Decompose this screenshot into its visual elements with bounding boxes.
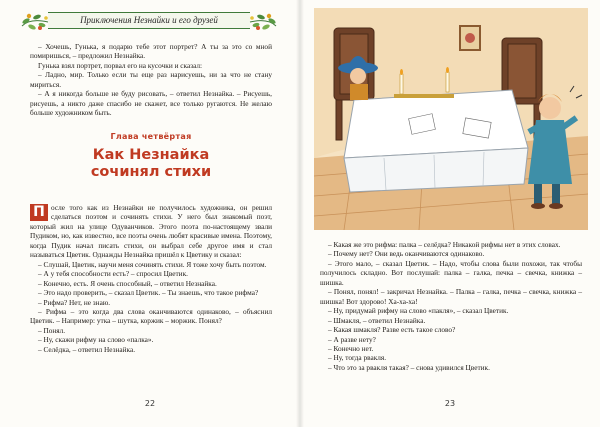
paragraph: – А я никогда больше не буду рисовать, – ответил Незнайка. – Рисуешь, рисуешь, а никто даже спасибо не скажет, все только ругаются. Не желаю больше художником быть.: [30, 89, 272, 118]
chapter-body: [30, 203, 272, 354]
paragraph: – Конечно, есть. Я очень способный, – ответил Незнайка.: [38, 278, 217, 288]
paragraph: – Это надо проверить, – сказал Цветик. – Ты знаешь, что такое рифма?: [38, 288, 259, 298]
running-head: [20, 6, 278, 34]
paragraph: – Понял.: [38, 325, 66, 335]
paragraph: – Какая шмакля? Разве есть такое слово?: [328, 325, 456, 335]
chapter-title: [30, 147, 272, 181]
top-text-block: [30, 42, 272, 118]
room-illustration: [314, 8, 588, 230]
paragraph: – Конечно нет.: [328, 343, 374, 353]
paragraph: Гунька взял портрет, порвал его на кусочки и сказал:: [38, 60, 203, 70]
page-number: 23: [444, 399, 456, 408]
right-text-block: [320, 240, 582, 372]
running-head-title: Приключения Незнайки и его друзей: [48, 12, 250, 29]
paragraph: – Этого мало, – сказал Цветик. – Надо, чтобы слова были похожи, так чтобы получилось складно. Вот послушай: палка – галка, печка – свечка, книжка – шишка.: [320, 258, 582, 287]
paragraph: – Понял, понял! – закричал Незнайка. – Палка – галка, печка – свечка, книжка – шишка! Вот здорово! Ха-ха-ха!: [320, 287, 582, 306]
paragraph: – Почему нет? Они ведь оканчиваются одинаково.: [328, 249, 485, 259]
chapter-title-line-1: Как Незнайка: [92, 147, 210, 163]
paragraph: – Ну, тогда рвакля.: [328, 353, 387, 363]
leaf-garland-icon: [20, 10, 50, 32]
paragraph: – Ладно, мир. Только если ты еще раз нарисуешь, ни за что не стану мириться.: [30, 70, 272, 89]
paragraph: – А разве нету?: [328, 334, 376, 344]
chapter-label: Глава четвёртая: [110, 132, 192, 141]
first-paragraph: [30, 203, 272, 260]
leaf-garland-icon: [248, 10, 278, 32]
paragraph: – Хочешь, Гунька, я подарю тебе этот портрет? А ты за это со мной помиришься, – предложил Незнайка.: [30, 42, 272, 61]
paragraph: – Шмакля, – ответил Незнайка.: [328, 315, 426, 325]
paragraph: – Ну, скажи рифму на слово «палка».: [38, 335, 154, 345]
paragraph: – А у тебя способности есть? – спросил Цветик.: [38, 269, 188, 279]
chapter-title-line-2: сочинял стихи: [90, 164, 212, 180]
paragraph: – Ну, придумай рифму на слово «пакля», – сказал Цветик.: [328, 306, 509, 316]
paragraph: – Слушай, Цветик, научи меня сочинять стихи. Я тоже хочу быть поэтом.: [38, 259, 267, 269]
paragraph: – Что это за рвакля такая? – снова удивился Цветик.: [328, 362, 490, 372]
paragraph: – Селёдка, – ответил Незнайка.: [38, 344, 136, 354]
right-page: [300, 0, 600, 427]
first-paragraph-text: осле того как из Незнайки не получилось художника, он решил сделаться поэтом и сочинять стихи. У него был знакомый поэт, который жил на улице Одуванчиков. Этого поэта по-настоящему звали Пудиком, но, как известно, все поэты очень любят красивые имена. Поэтому, когда Пудик начал писать стихи, он выбрал себе другое имя и стал называться Цветик. Однажды Незнайка пришёл к Цветику и сказал:: [30, 203, 272, 260]
page-number: 22: [144, 399, 156, 408]
paragraph: – Рифма? Нет, не знаю.: [38, 297, 111, 307]
paragraph: – Рифма – это когда два слова оканчиваются одинаково, – объяснил Цветик. – Например: утка – шутка, коржик – моржик. Понял?: [30, 306, 272, 326]
paragraph: – Какая же это рифма: палка – селёдка? Никакой рифмы нет в этих словах.: [328, 240, 561, 249]
drop-cap: П: [30, 204, 48, 221]
